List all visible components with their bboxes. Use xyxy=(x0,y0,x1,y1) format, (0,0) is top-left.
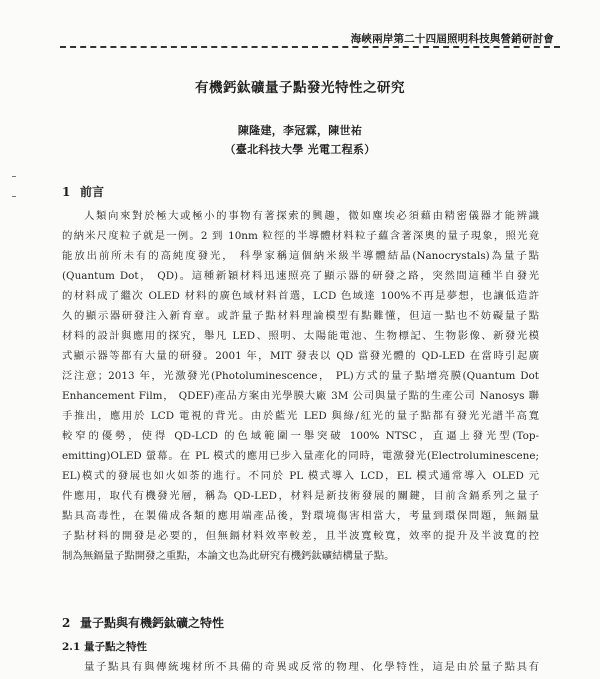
conference-title: 海峽兩岸第二十四屆照明科技與營銷研討會 xyxy=(350,33,554,45)
text-line: 手推出，應用於 LCD 電視的背光。由於藍光 LED 與綠/紅光的量子點都有發光光譜半高寬 xyxy=(62,410,539,422)
subsection-paragraph xyxy=(62,657,539,677)
text-line: 量子點具有與傳統塊材所不具備的奇異或反常的物理、化學特性，這是由於量子點具有 xyxy=(84,661,539,673)
text-line: 能放出前所未有的高純度發光， 科學家稱這個納米級半導體結晶(Nanocrystals)為量子點 xyxy=(62,250,539,262)
text-line: 的材料成了繼次 OLED 材料的廣色域材料首選，LCD 色域達 100%不再是夢想，也讓低造許 xyxy=(62,290,539,302)
text-line: 件應用，取代有機發光層，稱為 QD-LED，材料是新技術發展的關鍵，目前含鎘系列之量子 xyxy=(62,490,539,502)
text-line: 人類向來對於極大或極小的事物有著探索的興趣，微如塵埃必須藉由精密儀器才能辨識 xyxy=(84,210,539,222)
margin-mark xyxy=(12,176,16,177)
section-title: 前言 xyxy=(80,185,105,199)
section-title: 量子點與有機鈣鈦礦之特性 xyxy=(80,616,225,630)
text-line: 制為無鎘量子點開發之重點，本論文也為此研究有機鈣鈦礦結構量子點。 xyxy=(62,550,395,562)
text-line: 的納米尺度粒子就是一例。2 到 10nm 粒徑的半導體材料粒子蘊含著深奧的量子現象，照光竟 xyxy=(62,230,539,242)
paper-title: 有機鈣鈦礦量子點發光特性之研究 xyxy=(195,80,405,96)
header-rule xyxy=(60,46,560,48)
text-line: 較窄的優勢，使得 QD-LCD 的色域範圍一舉突破 100% NTSC，直逼上發光型(Top- xyxy=(62,430,539,442)
text-line: 式顯示器等都有大量的研發。2001 年，MIT 發表以 QD 當發光體的 QD-LED 在當時引起廣 xyxy=(62,350,539,362)
subsection-number: 2.1 xyxy=(62,641,81,653)
text-line: 久的顯示器研發注入新育章。或許量子點材料理論模型有點難懂，但這一點也不妨礙量子點 xyxy=(62,310,539,322)
subsection-heading xyxy=(62,639,147,654)
text-line: 材料的設計與應用的探究，舉凡 LED、照明、太陽能電池、生物標記、生物影像、新發光模 xyxy=(62,330,539,342)
paper-affiliation: （臺北科技大學 光電工程系） xyxy=(224,143,376,156)
section-number: 1 xyxy=(62,185,71,199)
section-heading-introduction xyxy=(62,183,104,200)
text-line: (Quantum Dot， QD)。這種新穎材料迅速照亮了顯示器的研發之路，突然間這種半自發光 xyxy=(62,270,539,282)
text-line: 泛注意；2013 年，光激發光(Photoluminescence， PL)方式的量子點增亮膜(Quantum Dot xyxy=(62,370,539,382)
margin-mark xyxy=(12,196,16,197)
section-number: 2 xyxy=(62,616,71,630)
subsection-title: 量子點之特性 xyxy=(84,641,147,653)
introduction-paragraph xyxy=(62,206,539,566)
text-line: EL)模式的發展也如火如荼的進行。不同於 PL 模式導入 LCD，EL 模式通常導入 OLED 元 xyxy=(62,470,539,482)
section-heading-properties xyxy=(62,614,224,631)
text-line: Enhancement Film， QDEF)產品方案由光學膜大廠 3M 公司與量子點的生產公司 Nanosys 聯 xyxy=(62,390,539,402)
paper-authors: 陳隆建，李冠霖，陳世祐 xyxy=(237,124,363,137)
text-line: emitting)OLED 螢幕。在 PL 模式的應用已步入量產化的同時，電激發光(Electroluminescene; xyxy=(62,450,539,462)
running-header xyxy=(60,31,560,45)
text-line: 子點材料的開發是必要的，但無鎘材料效率較差，且半波寬較寬，效率的提升及半波寬的控 xyxy=(62,530,539,542)
text-line: 點具高毒性，在製備成各類的應用端產品後，對環境傷害相當大，考量到環保問題，無鎘量 xyxy=(62,510,539,522)
